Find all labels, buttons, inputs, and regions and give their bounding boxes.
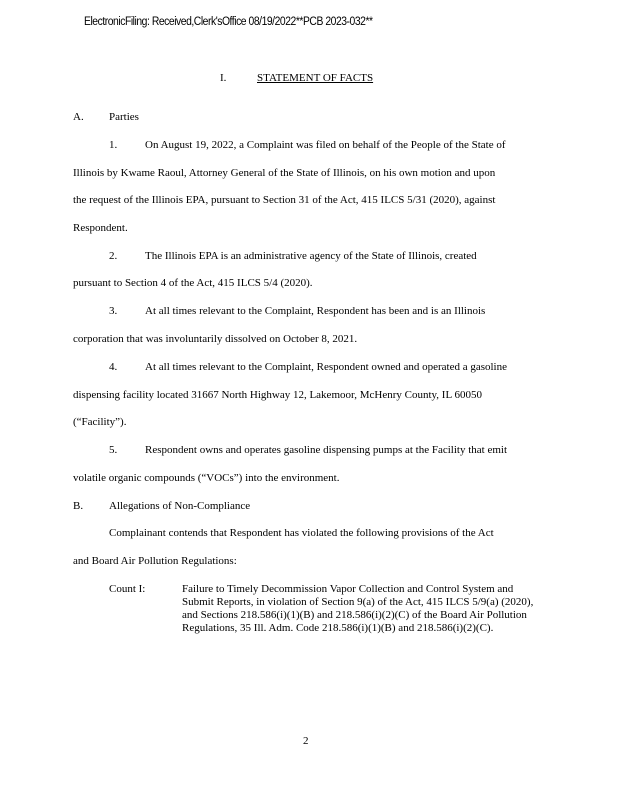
page-number: 2 (303, 735, 309, 747)
section-title: STATEMENT OF FACTS (257, 72, 374, 84)
paragraph-5-number: 5. (109, 444, 118, 456)
subsection-a-title: Parties (109, 111, 139, 123)
paragraph-1-line-3: the request of the Illinois EPA, pursuant to Section 31 of the Act, 415 ILCS 5/31 (2020), against (73, 194, 496, 206)
paragraph-1-line-2: Illinois by Kwame Raoul, Attorney General of the State of Illinois, on his own motion and upon (73, 167, 496, 179)
count-1-label: Count I: (109, 583, 146, 595)
allegations-intro-line-2: and Board Air Pollution Regulations: (73, 555, 237, 567)
subsection-b-letter: B. (73, 500, 84, 512)
paragraph-4-line-3: (“Facility”). (73, 416, 127, 428)
paragraph-1-line-4: Respondent. (73, 222, 128, 234)
paragraph-4-line-1: At all times relevant to the Complaint, Respondent owned and operated a gasoline (145, 361, 507, 373)
paragraph-1-number: 1. (109, 139, 118, 151)
paragraph-1-line-1: On August 19, 2022, a Complaint was filed on behalf of the People of the State of (145, 139, 506, 151)
paragraph-4-line-2: dispensing facility located 31667 North Highway 12, Lakemoor, McHenry County, IL 60050 (73, 389, 483, 401)
allegations-intro-line-1: Complainant contends that Respondent has violated the following provisions of the Act (109, 527, 494, 539)
paragraph-3-number: 3. (109, 305, 118, 317)
paragraph-2-line-1: The Illinois EPA is an administrative agency of the State of Illinois, created (145, 250, 477, 262)
filing-stamp-header: ElectronicFiling: Received,Clerk'sOffice 08/19/2022**PCB 2023-032** (84, 16, 373, 28)
subsection-a-letter: A. (73, 111, 84, 123)
section-number: I. (220, 72, 227, 84)
subsection-b-title: Allegations of Non-Compliance (109, 500, 251, 512)
paragraph-4-number: 4. (109, 361, 118, 373)
paragraph-2-line-2: pursuant to Section 4 of the Act, 415 ILCS 5/4 (2020). (73, 277, 313, 289)
paragraph-5-line-2: volatile organic compounds (“VOCs”) into the environment. (73, 472, 340, 484)
paragraph-3-line-1: At all times relevant to the Complaint, Respondent has been and is an Illinois (145, 305, 486, 317)
paragraph-2-number: 2. (109, 250, 118, 262)
paragraph-5-line-1: Respondent owns and operates gasoline dispensing pumps at the Facility that emit (145, 444, 508, 456)
paragraph-3-line-2: corporation that was involuntarily dissolved on October 8, 2021. (73, 333, 358, 345)
count-1-description: Failure to Timely Decommission Vapor Collection and Control System and Submit Reports, in violation of Section 9(a) of the Act, 415 ILCS 5/9(a) (2020), and Sections 218.586(i)(1)(B) and 218.586(i)(2)(C) of the Board Air Pollution Regulations, 35 Ill. Adm. Code 218.586(i)(1)(B) and 218.586(i)(2)(C). (182, 583, 534, 634)
